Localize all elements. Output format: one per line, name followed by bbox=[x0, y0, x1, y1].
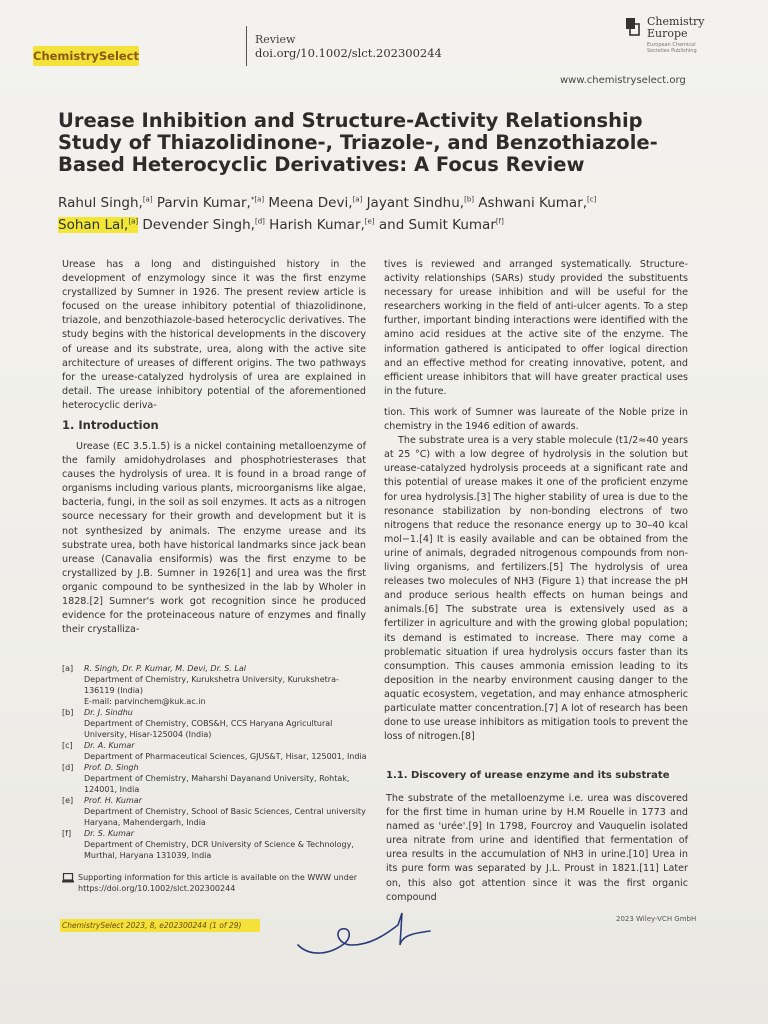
affiliation-d: [d] Prof. D. Singh Department of Chemistry, Maharshi Dayanand University, Rohtak, 124001, India bbox=[62, 763, 350, 794]
intro-paragraph: tion. This work of Sumner was laureate of the Noble prize in chemistry in the 1946 edition of awards. bbox=[384, 407, 688, 433]
handwritten-signature-icon bbox=[290, 905, 440, 960]
author: Devender Singh,[d] bbox=[142, 217, 265, 233]
subsection-heading: 1.1. Discovery of urease enzyme and its substrate bbox=[386, 770, 670, 781]
journal-website[interactable]: www.chemistryselect.org bbox=[560, 75, 686, 86]
abstract-right: tives is reviewed and arranged systematically. Structure-activity relationships (SARs) study provided the substituents necessary for urease inhibition and will be useful for the researchers working in the field of anti-ulcer agents. To a step further, important binding interactions were identified with the amino acid residues at the active site of the enzyme. The information gathered is anticipated to offer logical direction and an effective method for creating innovative, potent, and efficient urease inhibitors that will have greater practical uses in the future. bbox=[384, 259, 688, 397]
author: Jayant Sindhu,[b] bbox=[366, 194, 474, 211]
journal-badge: ChemistrySelect bbox=[33, 46, 139, 66]
chemistry-europe-logo-icon bbox=[626, 18, 640, 36]
author: and Sumit Kumar[f] bbox=[378, 217, 504, 233]
author-list bbox=[58, 190, 658, 235]
supporting-info-text[interactable]: Supporting information for this article is available on the WWW under https://doi.org/10.1002/slct.202300244 bbox=[78, 873, 358, 893]
copyright: 2023 Wiley-VCH GmbH bbox=[616, 915, 697, 923]
intro-paragraph: The substrate urea is a very stable molecule (t1/2≈40 years at 25 °C) with a low degree of hydrolysis in the solution but urease-catalyzed hydrolysis proceeds at a significant rate and this potential of urease makes it one of the proficient enzyme for urea hydrolysis.[3] The higher stability of urea is due to the resonance stabilization by non-bonding electrons of two nitrogens that reduce the resonance energy up to 30–40 kcal mol−1.[4] It is easily available and can be obtained from the urine of animals, degraded nitrogenous compounds from non-living organisms, and fertilizers.[5] The hydrolysis of urea releases two molecules of NH3 (Figure 1) that increase the pH and produce serious health effects on human beings and animals.[6] The substrate urea is extensively used as a fertilizer in agriculture and with the growing global population; its demand is estimated to increase. There may come a problematic situation if urea hydrolysis occurs faster than its consumption. This causes ammonia emission leading to its deposition in the nearby environment causing danger to the aquatic ecosystem, vegetation, and may enhance atmospheric particulate matter concentration.[7] A lot of research has been done to use urease inhibitors as mitigation tools to prevent the loss of nitrogen.[8] bbox=[384, 435, 688, 743]
publisher-subtitle: European Chemical Societies Publishing bbox=[647, 42, 697, 54]
affiliation-a: [a] R. Singh, Dr. P. Kumar, M. Devi, Dr. S. Lal Department of Chemistry, Kurukshetra University, Kurukshetra-136119 (India) E-mail: parvinchem@kuk.ac.in bbox=[62, 664, 339, 706]
intro-right-column bbox=[384, 406, 688, 744]
article-type: Review bbox=[255, 33, 296, 46]
affiliation-e: [e] Prof. H. Kumar Department of Chemistry, School of Basic Sciences, Central university Haryana, Mahendergarh, India bbox=[62, 796, 366, 827]
author: Ashwani Kumar,[c] bbox=[478, 194, 597, 211]
supporting-info bbox=[62, 872, 368, 894]
doi-link[interactable]: doi.org/10.1002/slct.202300244 bbox=[255, 46, 442, 60]
affiliations bbox=[62, 663, 368, 861]
affiliation-b: [b] Dr. J. Sindhu Department of Chemistry, COBS&H, CCS Haryana Agricultural University, Hisar-125004 (India) bbox=[62, 708, 333, 739]
author-highlighted: Sohan Lal,[a] bbox=[58, 217, 139, 233]
article-title: Urease Inhibition and Structure-Activity Relationship Study of Thiazolidinone-, Triazole-, and Benzothiazole-Based Heterocyclic Derivatives: A Focus Review bbox=[58, 109, 658, 176]
section-heading-introduction: 1. Introduction bbox=[62, 418, 159, 432]
intro-paragraph: Urease (EC 3.5.1.5) is a nickel containing metalloenzyme of the family amidohydrolases and phosphotriesterases that causes the hydrolysis of urea. It is found in a broad range of organisms including various plants, microorganisms like algae, bacteria, fungi, in the soil as soil enzymes. It acts as a nitrogen source necessary for their growth and development but it is not synthesized by animals. The enzyme urease and its substrate urea, both have historical landmarks since jack bean urease (Canavalia ensiformis) was the first enzyme to be crystallized by J.B. Sumner in 1926[1] and urea was the first organic compound to be synthesized in the lab by Wholer in 1828.[2] Sumner's work got recognition since he produced evidence for the proteinaceous nature of enzymes and finally their crystalliza- bbox=[62, 441, 366, 636]
author: Parvin Kumar,$^{*[a]}$ bbox=[156, 194, 265, 211]
author: Harish Kumar,[e] bbox=[269, 217, 375, 233]
subsection-paragraph: The substrate of the metalloenzyme i.e. urea was discovered for the first time in human urine by H.M Rouelle in 1773 and named as 'urée'.[9] In 1798, Fourcroy and Vauquelin isolated urea nitrate from urine and identified that fermentation of urea results in the accumulation of NH3 in urine.[10] Urea in its pure form was separated by J.L. Proust in 1821.[11] Later on, this also got attention since it was the first organic compound bbox=[386, 793, 688, 903]
author: Rahul Singh,[a] bbox=[58, 194, 153, 211]
header-divider bbox=[246, 26, 247, 66]
laptop-icon bbox=[62, 873, 74, 883]
affiliation-f: [f] Dr. S. Kumar Department of Chemistry, DCR University of Science & Technology, Murthal, Haryana 131039, India bbox=[62, 829, 354, 860]
publisher-name: Chemistry Europe bbox=[647, 15, 705, 40]
author: Meena Devi,[a] bbox=[268, 194, 363, 211]
affiliation-c: [c] Dr. A. Kumar Department of Pharmaceutical Sciences, GJUS&T, Hisar, 125001, India bbox=[62, 741, 367, 761]
abstract-left: Urease has a long and distinguished history in the development of enzymology since it was the first enzyme crystallized by Sumner in 1926. The present review article is focused on the urease inhibitory potential of thiazolidinone, triazole, and benzothiazole-based heterocyclic derivatives. The study begins with the historical developments in the discovery of urease and its substrate, urea, along with the active site architecture of ureases of different origins. The two pathways for the urease-catalyzed hydrolysis of urea are explained in detail. The urease inhibitory potential of the aforementioned heterocyclic deriva- bbox=[62, 259, 366, 411]
footer-journal-ref: ChemistrySelect 2023, 8, e202300244 (1 of 29) bbox=[60, 919, 260, 932]
